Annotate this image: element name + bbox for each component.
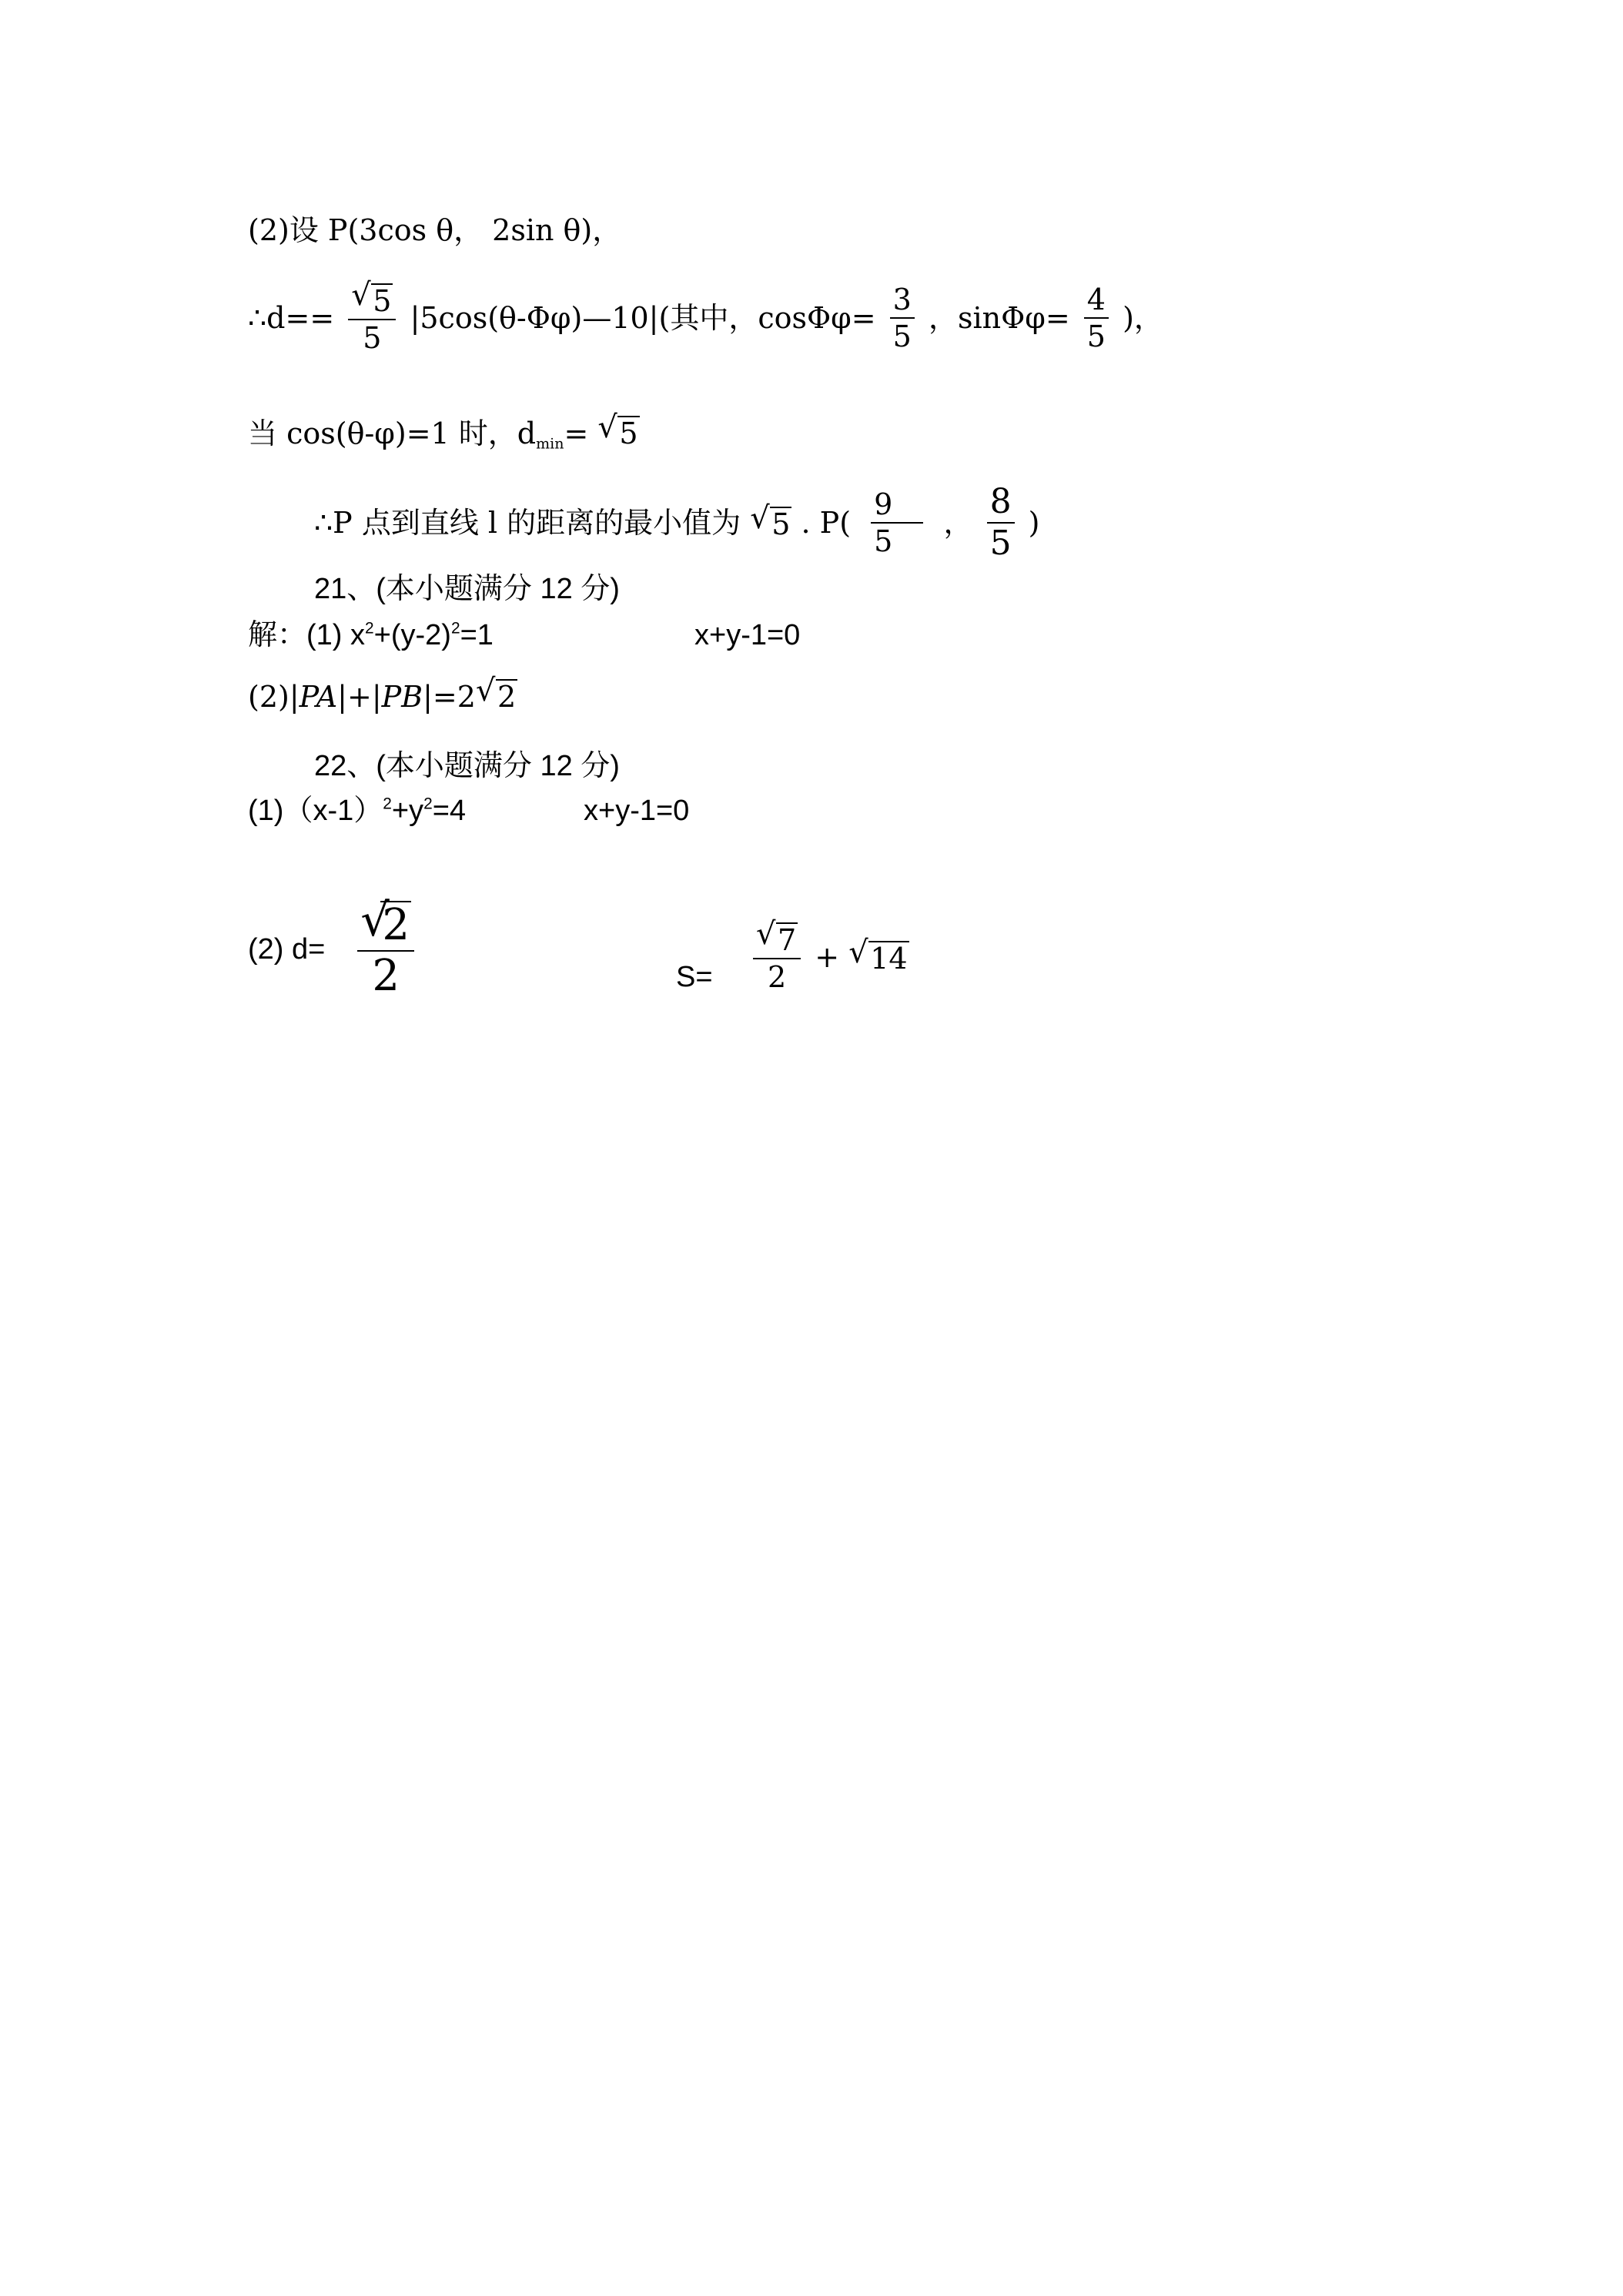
question-22-heading [314, 751, 620, 781]
text: )， [1123, 301, 1163, 335]
text: 21、(本小题满分 12 分) [314, 573, 620, 605]
text: 解：(1) x [248, 619, 366, 651]
question-21-heading [314, 574, 620, 604]
numerator: 3 [890, 285, 915, 319]
radicand: 5 [373, 284, 392, 318]
numerator: 9 [871, 490, 923, 524]
radicand: 2 [497, 680, 517, 714]
denominator: 5 [363, 321, 382, 355]
line-dmin [248, 416, 640, 452]
fraction-3-5 [890, 285, 915, 351]
denominator: 5 [989, 524, 1012, 563]
abs-pb: |PB| [371, 680, 433, 714]
text: (2)设 P(3cos θ， 2sin θ)， [248, 213, 622, 247]
numerator: 8 [987, 485, 1015, 524]
text: ， [943, 506, 973, 540]
text: + [346, 680, 372, 714]
denominator: 2 [372, 951, 400, 1001]
line-q21-part1 [248, 619, 801, 651]
denominator: 2 [768, 960, 787, 994]
s-expression [748, 922, 909, 992]
text: x+y-1=0 [584, 795, 690, 827]
denominator: 5 [874, 524, 893, 558]
text: =2 [432, 680, 476, 714]
text: S= [676, 961, 713, 993]
text: +y [391, 795, 424, 827]
text: = [564, 417, 589, 450]
text: (2) d= [248, 933, 326, 966]
text: (1)（x-1） [248, 795, 383, 827]
radicand: 7 [778, 923, 797, 957]
subscript-min: min [536, 435, 564, 453]
fraction-9-5 [871, 487, 923, 558]
text: . P( [801, 506, 852, 540]
numerator: 4 [1084, 285, 1109, 319]
text: =4 [432, 795, 467, 827]
radicand: 5 [619, 417, 638, 450]
radicand: 14 [870, 942, 908, 976]
line-q22-part1 [248, 795, 690, 827]
text: + [815, 940, 840, 974]
text: 22、(本小题满分 12 分) [314, 750, 620, 782]
text: ∴P 点到直线 l 的距离的最小值为 [314, 506, 741, 540]
line-distance-formula [248, 283, 1163, 353]
text: |5cos(θ-Φφ)—10|(其中，cosΦφ= [410, 301, 876, 335]
line-q21-part2 [248, 679, 517, 714]
text: ，sinΦφ= [928, 301, 1070, 335]
text: 当 cos(θ-φ)=1 时，d [248, 417, 537, 450]
denominator: 5 [892, 320, 912, 353]
text: +(y-2) [373, 619, 451, 651]
line-part2-set-p [248, 213, 622, 247]
fraction-sqrt7-over-2 [753, 922, 801, 992]
text: ∴d== [248, 301, 335, 335]
superscript: 2 [383, 795, 392, 813]
fraction-sqrt5-over-5 [348, 283, 396, 353]
line-min-distance-conclusion [314, 482, 1040, 563]
text: =1 [460, 619, 494, 651]
superscript: 2 [423, 795, 433, 813]
radicand: 5 [771, 507, 791, 541]
superscript: 2 [365, 619, 374, 638]
text: (2) [248, 680, 289, 714]
fraction-4-5 [1084, 285, 1109, 351]
radicand: 2 [382, 900, 410, 950]
text: ) [1028, 506, 1040, 540]
superscript: 2 [450, 619, 460, 638]
line-q22-part2 [248, 900, 908, 1001]
fraction-8-5 [987, 482, 1015, 563]
text: x+y-1=0 [694, 619, 801, 651]
sqrt-5 [597, 416, 639, 448]
sqrt-5 [750, 507, 791, 539]
sqrt-14 [848, 941, 909, 976]
denominator: 5 [1086, 320, 1106, 353]
abs-pa: |PA| [289, 680, 347, 714]
fraction-sqrt2-over-2 [357, 900, 414, 1001]
sqrt-2 [476, 679, 517, 714]
